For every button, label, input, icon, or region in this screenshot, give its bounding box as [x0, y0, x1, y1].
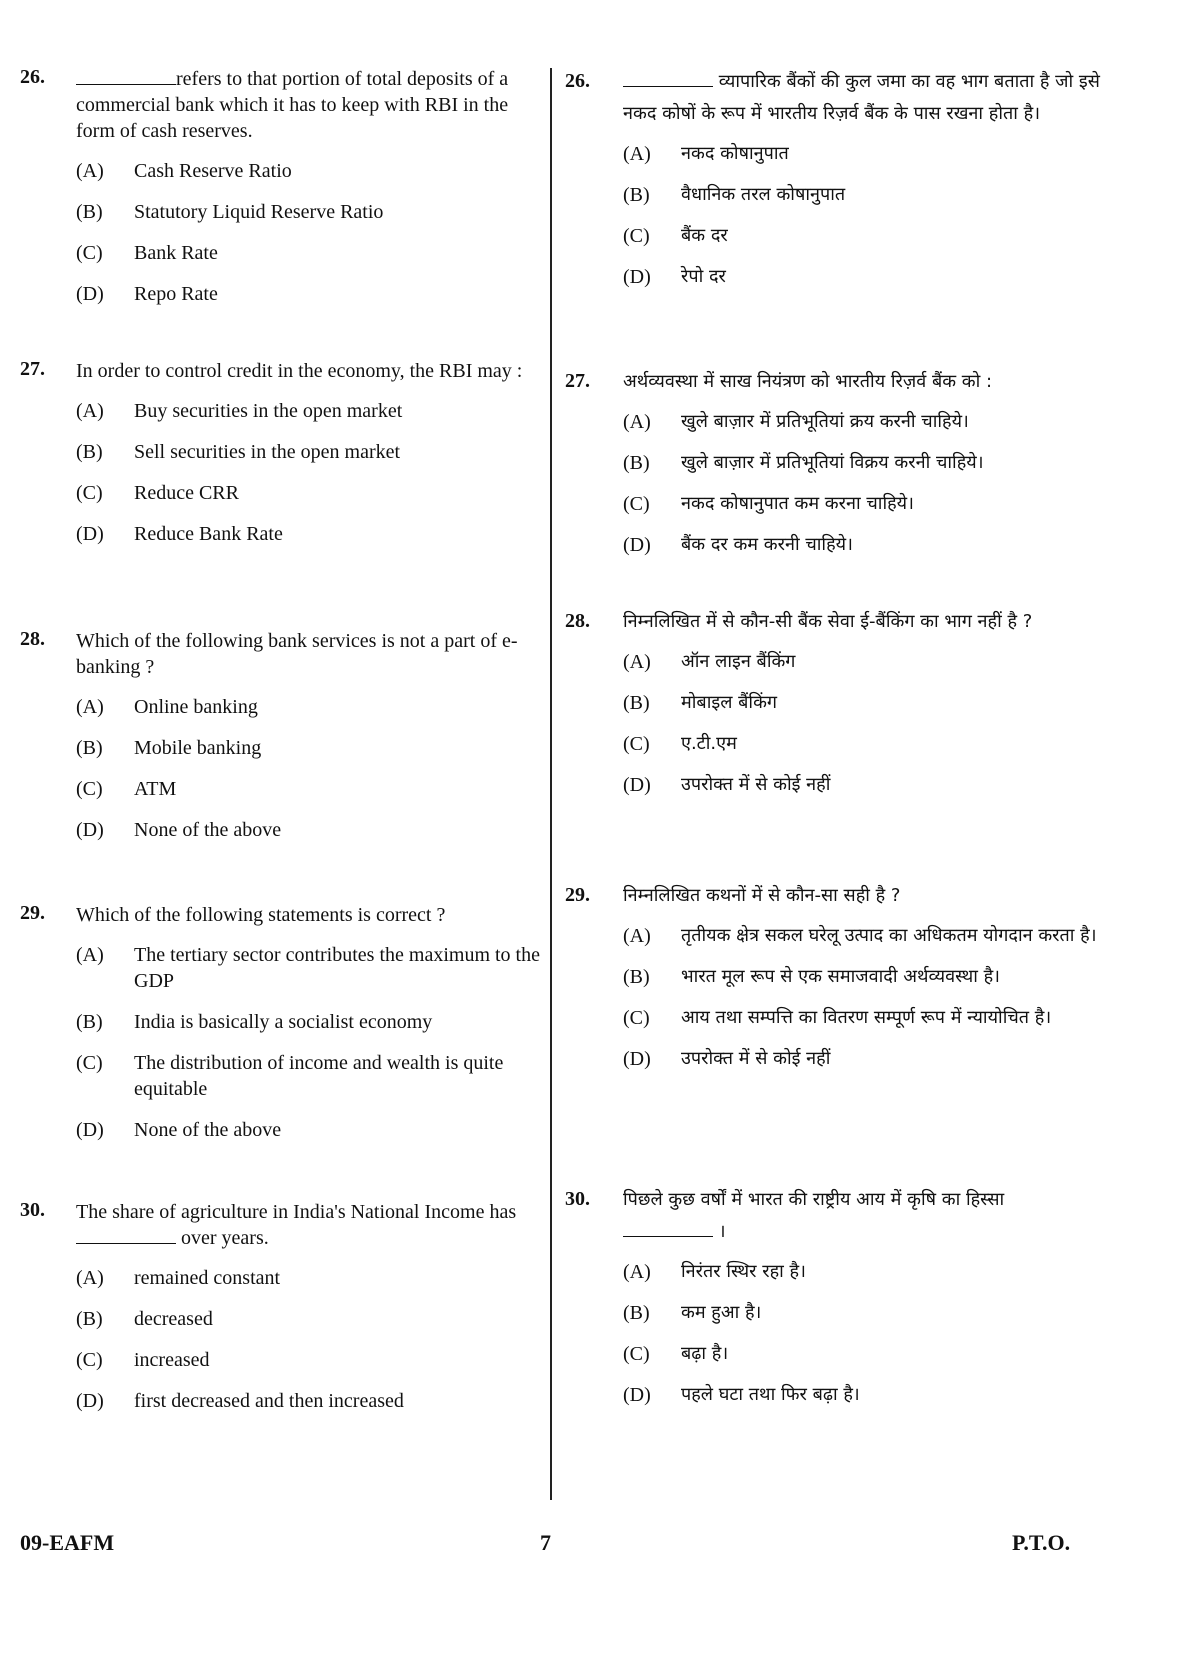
question-number: 28.	[565, 610, 590, 632]
question-29-hi	[565, 880, 1100, 1075]
option-d: (D) बैंक दर कम करनी चाहिये।	[623, 534, 853, 556]
question-stem: Which of the following bank services is not a part of e-banking ?	[76, 630, 518, 678]
answer-blank	[76, 1225, 176, 1244]
column-divider	[550, 68, 552, 1500]
question-stem: The share of agriculture in India's National Income has over years.	[76, 1201, 517, 1249]
option-c: (C) Reduce CRR	[76, 482, 239, 504]
question-30-en	[20, 1199, 545, 1414]
question-number: 29.	[565, 884, 590, 906]
question-stem: Which of the following statements is correct ?	[76, 904, 446, 926]
option-b: (B) Sell securities in the open market	[76, 441, 401, 463]
option-a: (A) Buy securities in the open market	[76, 400, 403, 422]
question-number: 28.	[20, 628, 45, 650]
question-stem: व्यापारिक बैंकों की कुल जमा का वह भाग बताता है जो इसे नकद कोषों के रूप में भारतीय रिज़र्व बैंक के पास रखना होता है।	[623, 66, 1100, 130]
option-d: (D) उपरोक्त में से कोई नहीं	[623, 774, 831, 796]
question-29-en	[20, 902, 545, 1143]
option-b: (B) वैधानिक तरल कोषानुपात	[623, 184, 846, 206]
option-a: (A) Online banking	[76, 696, 258, 718]
question-number: 27.	[20, 358, 45, 380]
option-a: (A) ऑन लाइन बैंकिंग	[623, 651, 796, 673]
option-d: (D) पहले घटा तथा फिर बढ़ा है।	[623, 1384, 860, 1406]
question-26-en	[20, 66, 545, 307]
option-b: (B) मोबाइल बैंकिंग	[623, 692, 778, 714]
option-a: (A) नकद कोषानुपात	[623, 143, 789, 165]
question-stem: अर्थव्यवस्था में साख नियंत्रण को भारतीय रिज़र्व बैंक को :	[623, 371, 993, 392]
question-number: 29.	[20, 902, 45, 924]
question-stem: पिछले कुछ वर्षों में भारत की राष्ट्रीय आय में कृषि का हिस्सा ।	[623, 1189, 1005, 1242]
option-c: (C) Bank Rate	[76, 242, 218, 264]
option-d: (D) Repo Rate	[76, 283, 218, 305]
question-stem: निम्नलिखित में से कौन-सी बैंक सेवा ई-बैंकिंग का भाग नहीं है ?	[623, 611, 1033, 632]
question-number: 30.	[565, 1188, 590, 1210]
option-c: (C) ए.टी.एम	[623, 733, 737, 755]
answer-blank	[76, 66, 176, 85]
option-a: (A) remained constant	[76, 1267, 281, 1289]
option-d: (D) first decreased and then increased	[76, 1390, 404, 1412]
option-c: (C) नकद कोषानुपात कम करना चाहिये।	[623, 493, 914, 515]
question-number: 26.	[20, 66, 45, 88]
answer-blank	[623, 1218, 713, 1237]
question-stem: In order to control credit in the economy, the RBI may :	[76, 360, 523, 382]
option-d: (D) None of the above	[76, 1119, 282, 1141]
paper-code: 09-EAFM	[20, 1530, 115, 1555]
option-a: (A) Cash Reserve Ratio	[76, 160, 292, 182]
question-26-hi	[565, 66, 1100, 293]
page-number: 7	[540, 1530, 551, 1555]
question-number: 30.	[20, 1199, 45, 1221]
option-a: (A) निरंतर स्थिर रहा है।	[623, 1261, 806, 1283]
question-27-hi	[565, 366, 1100, 561]
question-stem: निम्नलिखित कथनों में से कौन-सा सही है ?	[623, 885, 901, 906]
option-b: (B) India is basically a socialist economy	[76, 1011, 433, 1033]
option-b: (B) Statutory Liquid Reserve Ratio	[76, 201, 384, 223]
question-27-en	[20, 358, 545, 547]
option-d: (D) None of the above	[76, 819, 282, 841]
option-c: (C) आय तथा सम्पत्ति का वितरण सम्पूर्ण रूप में न्यायोचित है।	[623, 1007, 1052, 1029]
option-b: (B) खुले बाज़ार में प्रतिभूतियां विक्रय करनी चाहिये।	[623, 452, 984, 474]
option-d: (D) उपरोक्त में से कोई नहीं	[623, 1048, 831, 1070]
question-number: 26.	[565, 70, 590, 92]
option-b: (B) decreased	[76, 1308, 213, 1330]
option-b: (B) भारत मूल रूप से एक समाजवादी अर्थव्यवस्था है।	[623, 966, 1000, 988]
option-c: (C) increased	[76, 1349, 210, 1371]
answer-blank	[623, 68, 713, 87]
option-c: (C) बढ़ा है।	[623, 1343, 729, 1365]
please-turn-over: P.T.O.	[1012, 1530, 1071, 1555]
option-a: (A) तृतीयक क्षेत्र सकल घरेलू उत्पाद का अधिकतम योगदान करता है।	[623, 925, 1097, 947]
option-b: (B) कम हुआ है।	[623, 1302, 762, 1324]
option-a: (A) The tertiary sector contributes the maximum to the GDP	[76, 944, 540, 992]
option-c: (C) The distribution of income and wealth is quite equitable	[76, 1052, 504, 1100]
option-c: (C) ATM	[76, 778, 177, 800]
option-a: (A) खुले बाज़ार में प्रतिभूतियां क्रय करनी चाहिये।	[623, 411, 969, 433]
option-c: (C) बैंक दर	[623, 225, 728, 247]
question-28-en	[20, 628, 545, 843]
question-28-hi	[565, 606, 1100, 801]
question-number: 27.	[565, 370, 590, 392]
question-stem: refers to that portion of total deposits of a commercial bank which it has to keep with RBI in the form of cash reserves.	[76, 68, 509, 142]
question-30-hi	[565, 1184, 1100, 1411]
option-d: (D) रेपो दर	[623, 266, 726, 288]
option-b: (B) Mobile banking	[76, 737, 262, 759]
option-d: (D) Reduce Bank Rate	[76, 523, 283, 545]
